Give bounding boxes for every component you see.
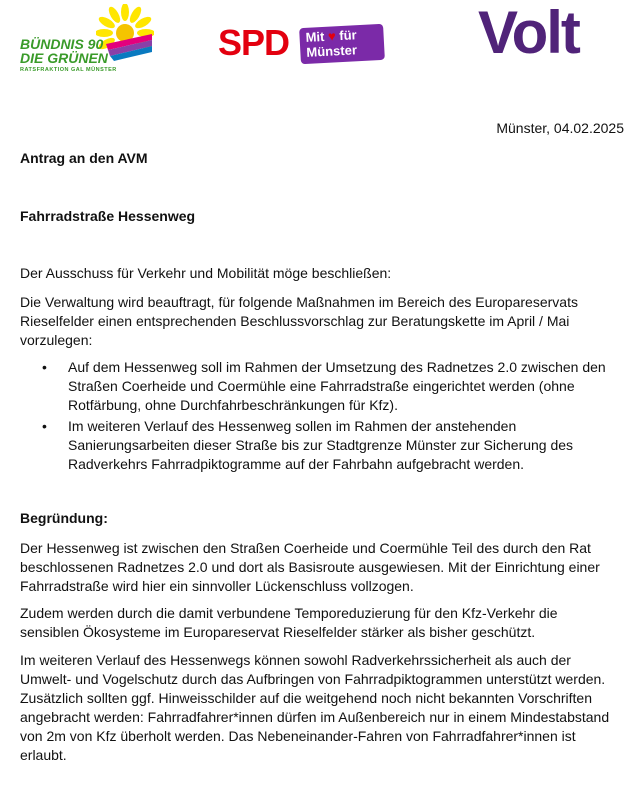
list-item xyxy=(20,417,620,474)
list-item-text: Auf dem Hessenweg soll im Rahmen der Umsetzung des Radnetzes 2.0 zwischen den Straßen Coerheide und Coermühle eine Fahrradstraße eingerichtet werden (ohne Rotfärbung, ohne Durchfahrbeschränkungen für Kfz). xyxy=(68,359,606,413)
begruendung-heading: Begründung: xyxy=(20,510,108,526)
list-item xyxy=(20,358,620,415)
gruene-logo-line2: DIE GRÜNEN xyxy=(20,50,108,66)
intro-paragraph: Der Ausschuss für Verkehr und Mobilität möge beschließen: xyxy=(20,265,392,281)
list-item-text: Im weiteren Verlauf des Hessenweg sollen im Rahmen der anstehenden Sanierungsarbeiten dieser Straße bis zur Stadtgrenze Münster zur Sicherung des Radverkehrs Fahrradpiktogramme auf der Fahrbahn aufgebracht werden. xyxy=(68,418,574,472)
spd-logo xyxy=(218,22,388,68)
gruene-logo xyxy=(18,4,146,76)
gruene-logo-sub: RATSFRAKTION GAL MÜNSTER xyxy=(20,67,117,73)
task-paragraph: Die Verwaltung wird beauftragt, für folgende Maßnahmen im Bereich des Europareservats Rieselfelder einen entsprechenden Beschlussvorschlag zur Beratungskette im April / Mai vorzulegen: xyxy=(20,294,578,348)
antrag-heading: Antrag an den AVM xyxy=(20,150,148,166)
bullet-icon: • xyxy=(42,359,47,375)
spd-badge-line2: Münster xyxy=(305,42,358,60)
spd-badge xyxy=(299,24,385,64)
heart-icon: ♥ xyxy=(327,28,337,44)
spd-badge-fuer: für xyxy=(338,27,358,44)
begruendung-paragraph-3: Im weiteren Verlauf des Hessenwegs können sowohl Radverkehrssicherheit als auch der Umwelt- und Vogelschutz durch das Aufbringen von Fahrradpiktogrammen unterstützt werden. Zusätzlich sollten ggf. Hinweisschilder auf die weitgehend noch nicht bekannten Vorschriften angebracht werden: Fahrradfahrer*innen dürfen im Außenbereich nur in einem Mindestabstand von 2m von Kfz überholt werden. Das Nebeneinander-Fahren von Fahrradfahrer*innen ist erlaubt. xyxy=(20,652,610,763)
measures-list xyxy=(20,358,620,476)
bullet-icon: • xyxy=(42,418,47,434)
begruendung-paragraph-1: Der Hessenweg ist zwischen den Straßen Coerheide und Coermühle Teil des durch den Rat beschlossenen Radnetzes 2.0 und dort als Basisroute ausgewiesen. Mit der Einrichtung einer Fahrradstraße wird hier ein sinnvoller Lückenschluss vollzogen. xyxy=(20,540,600,594)
volt-logo: Volt xyxy=(478,0,579,66)
begruendung-paragraph-2: Zudem werden durch die damit verbundene Temporeduzierung für den Kfz-Verkehr die sensiblen Ökosysteme im Europareservat Rieselfelder stärker als bisher geschützt. xyxy=(20,605,558,640)
spd-badge-mit: Mit xyxy=(305,28,325,45)
document-date: Münster, 04.02.2025 xyxy=(496,120,624,136)
spd-logo-name: SPD xyxy=(218,22,290,63)
gruene-logo-line1: BÜNDNIS 90 xyxy=(20,36,104,52)
document-title: Fahrradstraße Hessenweg xyxy=(20,208,196,224)
